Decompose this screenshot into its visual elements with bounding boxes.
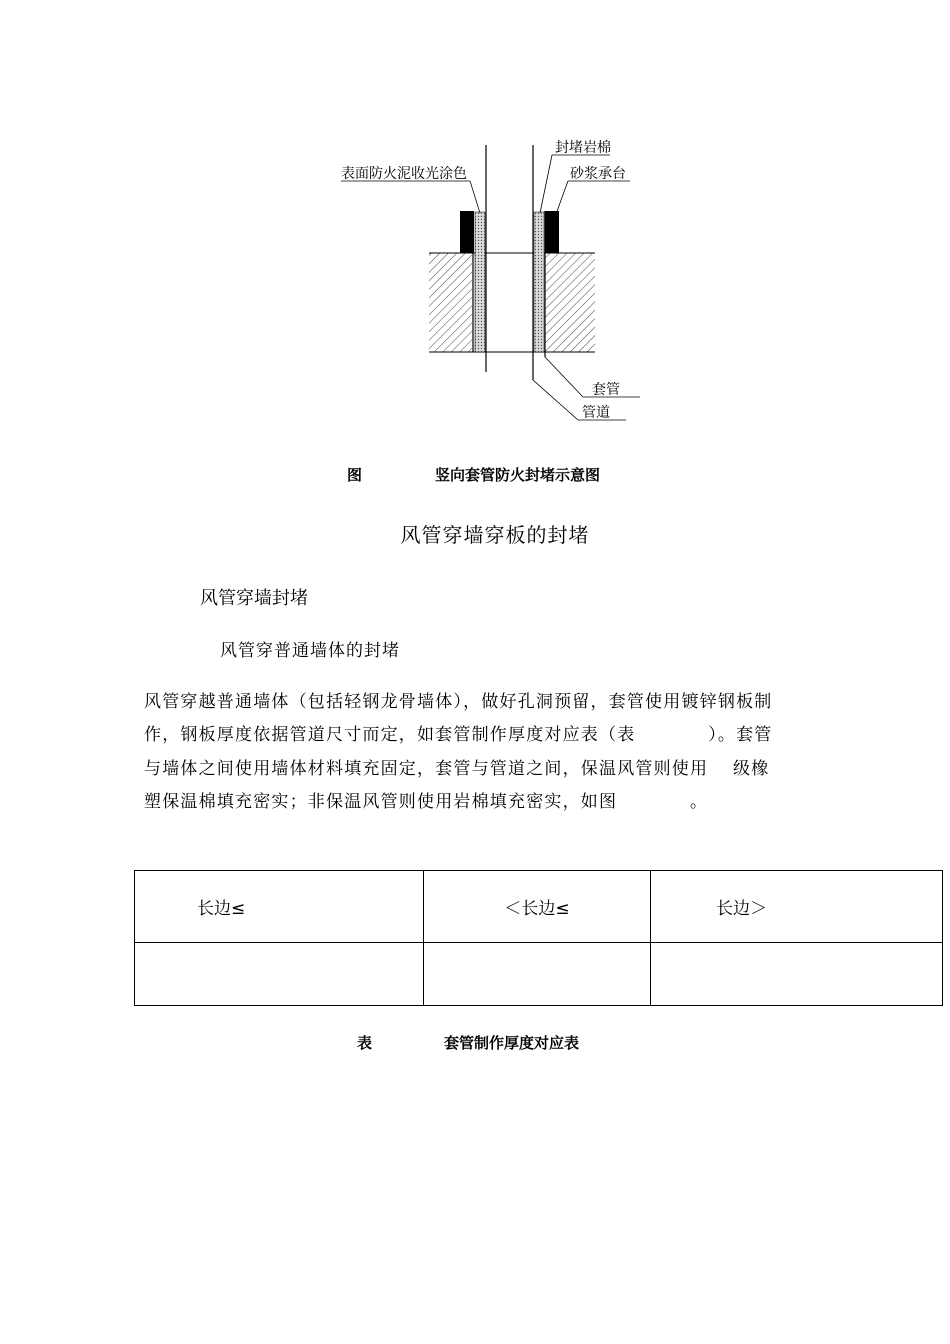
- table-row: [135, 943, 943, 1006]
- section-title: 风管穿墙穿板的封堵: [400, 523, 590, 547]
- table-caption-label: 表: [357, 1034, 373, 1052]
- label-mortar: 砂浆承台: [570, 166, 626, 182]
- figure-caption-label: 图: [347, 466, 363, 484]
- label-rock-wool: 封堵岩棉: [555, 140, 611, 156]
- table-header-cell: 长边≤: [135, 871, 424, 943]
- heading-wall-sealing: 风管穿墙封堵: [200, 588, 308, 609]
- sleeve-thickness-table: [134, 870, 943, 1006]
- table-cell: [651, 943, 943, 1006]
- table-cell: [135, 943, 424, 1006]
- label-pipe: 管道: [582, 405, 610, 421]
- label-fire-mud: 表面防火泥收光涂色: [341, 166, 467, 182]
- table-header-cell: 长边＞: [651, 871, 943, 943]
- paragraph-line: 作，钢板厚度依据管道尺寸而定，如套管制作厚度对应表（表 ）。套管: [144, 725, 773, 745]
- table-header-cell: ＜长边≤: [424, 871, 651, 943]
- mortar-right: [545, 211, 559, 253]
- paragraph-line: 塑保温棉填充密实；非保温风管则使用岩棉填充密实，如图 。: [144, 792, 709, 812]
- sleeve-firestop-diagram: [330, 125, 640, 435]
- rock-wool-left: [475, 212, 485, 352]
- figure-caption-text: 竖向套管防火封堵示意图: [435, 466, 601, 484]
- slab-right: [545, 253, 595, 352]
- slab-left: [429, 253, 472, 352]
- table-header-row: [135, 871, 943, 943]
- heading-ordinary-wall: 风管穿普通墙体的封堵: [220, 641, 400, 661]
- mortar-left: [460, 211, 474, 253]
- table-cell: [424, 943, 651, 1006]
- paragraph-line: 与墙体之间使用墙体材料填充固定，套管与管道之间，保温风管则使用 级橡: [144, 759, 770, 779]
- rock-wool-right: [534, 212, 544, 352]
- paragraph-line: 风管穿越普通墙体（包括轻钢龙骨墙体），做好孔洞预留，套管使用镀锌钢板制: [144, 692, 773, 712]
- label-sleeve: 套管: [592, 382, 620, 398]
- table-caption-text: 套管制作厚度对应表: [444, 1034, 580, 1052]
